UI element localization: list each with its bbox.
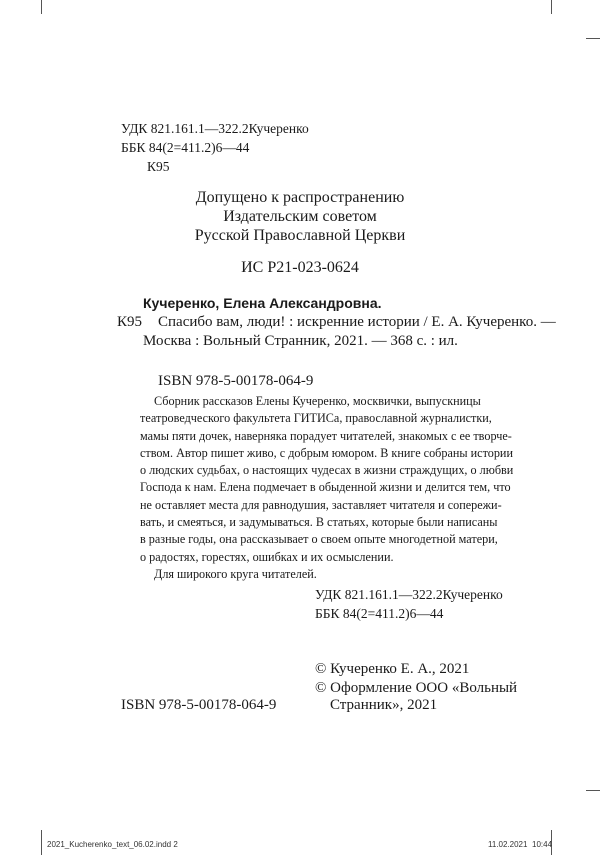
cip-title-line: Спасибо вам, люди! : искренние истории / Е. А. Кучеренко. —: [158, 314, 556, 330]
annotation-line: Сборник рассказов Елены Кучеренко, москвички, выпускницы: [154, 394, 481, 408]
bbk-code-bottom: ББК 84(2=411.2)6—44: [315, 606, 444, 621]
bbk-code-top: ББК 84(2=411.2)6—44: [121, 140, 250, 155]
approval-line-2: Издательским советом: [223, 208, 377, 225]
annotation-line: о радостях, горестях, ошибках и их осмыслении.: [140, 549, 394, 564]
udk-code-bottom: УДК 821.161.1—322.2Кучеренко: [315, 587, 503, 602]
crop-mark-top-right: [551, 0, 552, 14]
slug-date: 11.02.2021: [488, 840, 528, 849]
udk-code-top: УДК 821.161.1—322.2Кучеренко: [121, 121, 309, 136]
approval-line-1: Допущено к распространению: [195, 189, 405, 206]
cip-isbn: ISBN 978-5-00178-064-9: [158, 373, 314, 389]
annotation-line: о людских судьбах, о настоящих чудесах в жизни страждущих, о любви: [140, 463, 514, 478]
annotation: [140, 393, 514, 583]
annotation-line: не оставляет места для равнодушия, заставляет читателя и сопережи-: [140, 497, 502, 512]
crop-mark-bottom-left: [41, 830, 42, 855]
annotation-line: в разные годы, она рассказывает о своем опыте многодетной матери,: [140, 532, 498, 547]
annotation-audience: Для широкого круга читателей.: [154, 566, 317, 581]
crop-mark-right-bottom: [586, 790, 600, 791]
approval-code: ИС Р21-023-0624: [241, 259, 359, 276]
annotation-line: мамы пяти дочек, наверняка порадует читателей, знакомых с ее творче-: [140, 428, 512, 443]
cip-imprint-line: Москва : Вольный Странник, 2021. — 368 с. : ил.: [143, 333, 458, 349]
slug-filename: 2021_Kucherenko_text_06.02.indd 2: [47, 840, 178, 849]
crop-mark-right-top: [586, 38, 600, 39]
cip-author-sign: К95: [117, 314, 143, 330]
copyright-design-cont: Странник», 2021: [330, 697, 438, 713]
annotation-line: театроведческого факультета ГИТИСа, православной журналистки,: [140, 411, 492, 426]
author-sign-top: К95: [147, 159, 170, 174]
crop-mark-top-left: [41, 0, 42, 14]
copyright-author: © Кучеренко Е. А., 2021: [315, 661, 470, 677]
annotation-line: вать, и смеяться, и задумываться. В статьях, которые были написаны: [140, 515, 498, 530]
cip-author: Кучеренко, Елена Александровна.: [143, 295, 382, 311]
footer-isbn: ISBN 978-5-00178-064-9: [121, 697, 277, 713]
annotation-line: Господа к нам. Елена подмечает в обыденной жизни и делится тем, что: [140, 480, 511, 495]
annotation-line: ством. Автор пишет живо, с добрым юмором. В книге собраны истории: [140, 445, 513, 460]
approval-line-3: Русской Православной Церкви: [194, 227, 406, 244]
slug-time: 10:44: [532, 840, 553, 849]
copyright-design: © Оформление ООО «Вольный: [315, 680, 518, 696]
